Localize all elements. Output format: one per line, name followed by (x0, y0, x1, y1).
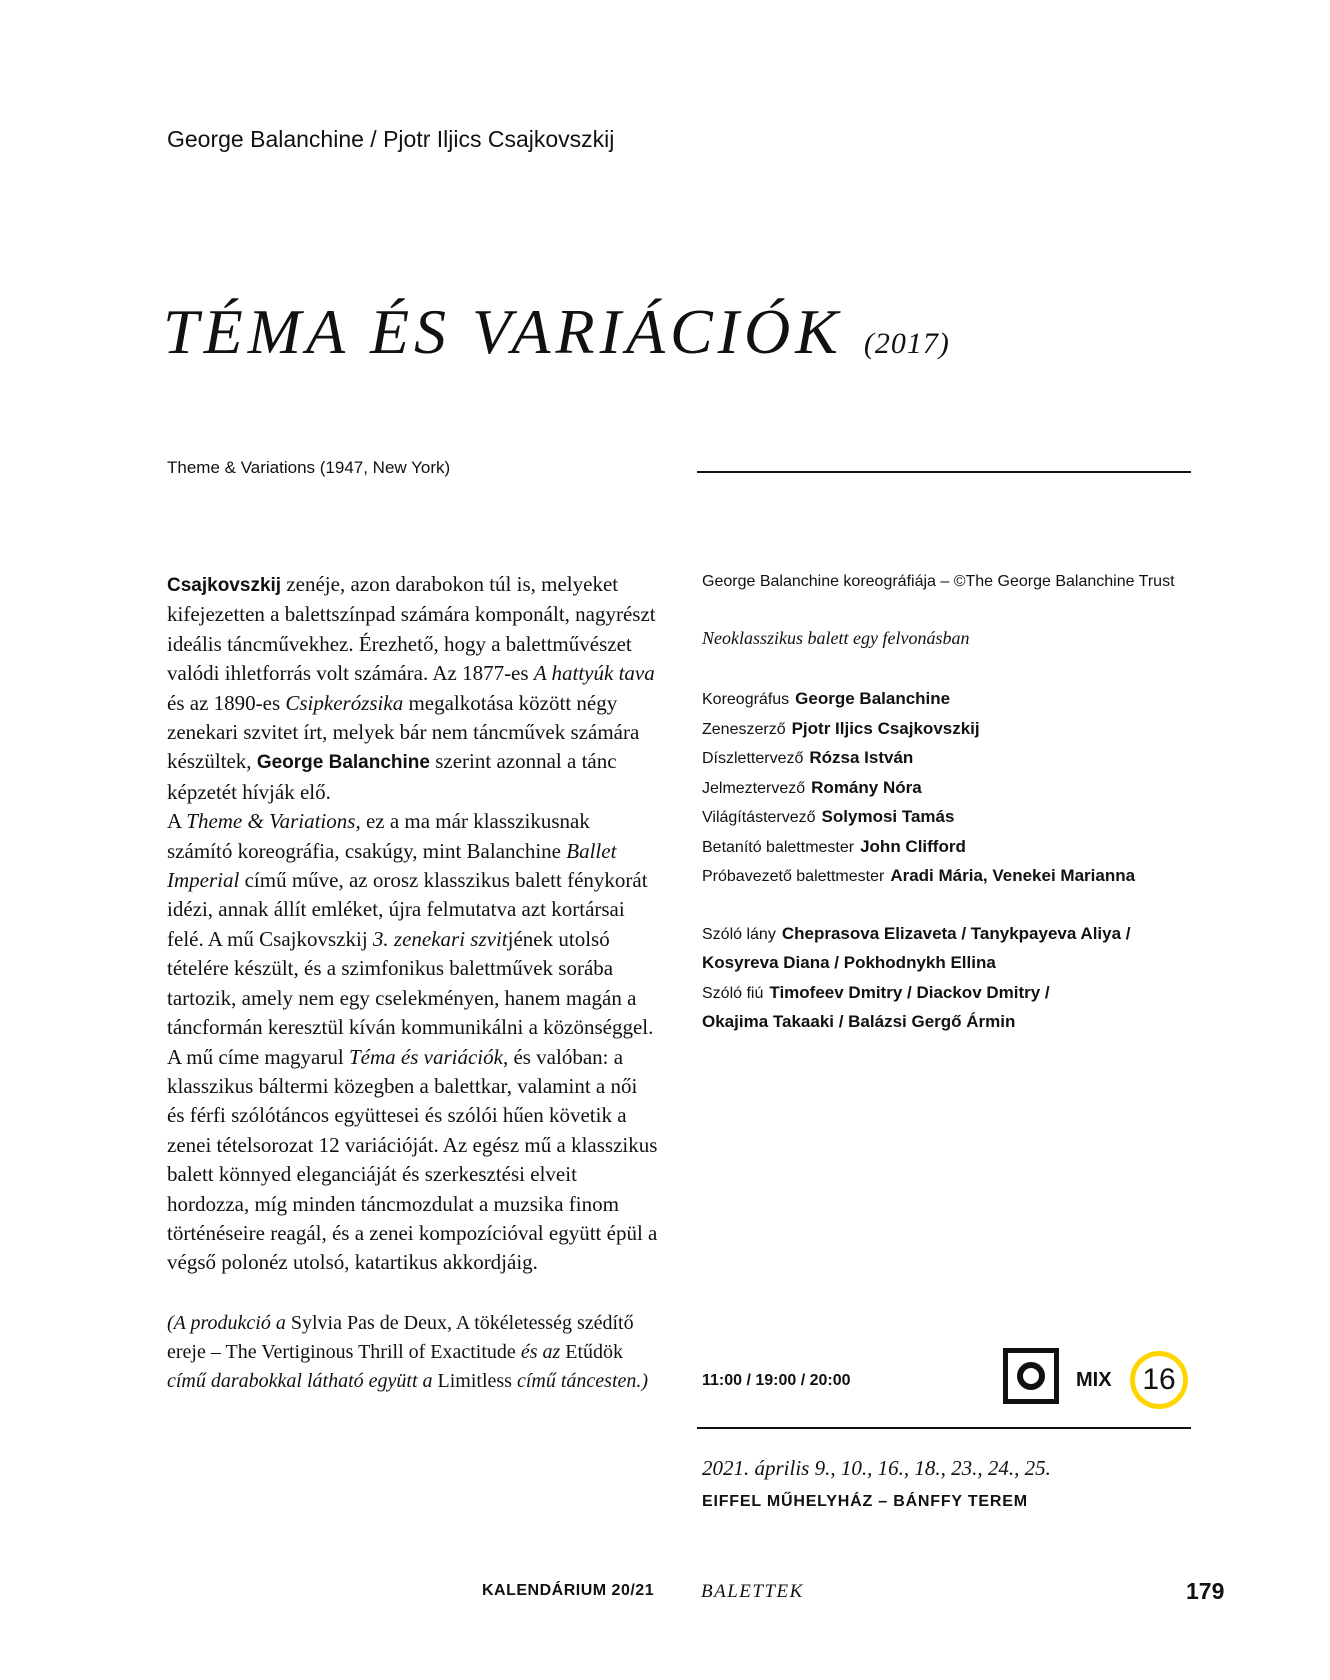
credit-name: Rózsa István (809, 748, 914, 767)
authors-line: George Balanchine / Pjotr Iljics Csajkovszkij (167, 126, 615, 152)
credit-name: Pjotr Iljics Csajkovszkij (791, 718, 980, 738)
credit-row (702, 743, 1182, 773)
cast-names: Cheprasova Elizaveta / Tanykpayeva Aliya / (781, 923, 1131, 943)
original-title: Theme & Variations (1947, New York) (167, 458, 451, 477)
genre-line: Neoklasszikus balett egy felvonásban (702, 628, 970, 648)
mix-label: MIX (1076, 1369, 1112, 1391)
credit-row (702, 832, 1182, 862)
production-note (167, 1309, 659, 1396)
credit-role: Jelmeztervező (702, 779, 806, 797)
work-title: 3. zenekari szvit (372, 926, 508, 951)
note-title: Limitless (437, 1370, 512, 1392)
cast-row: Kosyreva Diana / Pokhodnykh Ellina (702, 953, 996, 972)
showtimes: 11:00 / 19:00 / 20:00 (702, 1372, 851, 1389)
work-title: Csipkerózsika (285, 690, 404, 715)
venue-name: EIFFEL MŰHELYHÁZ – BÁNFFY TEREM (702, 1493, 1028, 1510)
body-text (167, 570, 659, 1278)
credit-row (702, 773, 1182, 803)
text-span: és az 1890-es (167, 690, 286, 715)
work-title: Theme & Variations (186, 809, 356, 834)
work-title: Ballet Imperial (167, 838, 617, 893)
performance-dates: 2021. április 9., 10., 16., 18., 23., 24., 25. (702, 1456, 1051, 1480)
cast-list (702, 919, 1182, 1037)
logo-ring (1017, 1362, 1045, 1390)
credit-role: Világítástervező (702, 809, 816, 826)
text-span: jének utolsó tételére készült, és a szimfonikus balettművek sorába tartozik, amely nem egy cselekményen, hanem magán a táncformán keresztül kíván kommunikálni a közönséggel. A mű címe magyarul (167, 926, 654, 1069)
page-number: 179 (1186, 1578, 1225, 1604)
text-span: zenéje, azon darabokon túl is, melyeket kifejezetten a balettszínpad számára komponált, nagyrészt ideális táncművekhez. Érezhető, hogy a balettművészet valódi ihletforrás volt számára. Az 1877-es (167, 572, 656, 686)
composer-name: Csajkovszkij (167, 575, 282, 596)
paragraph-2 (167, 807, 659, 1278)
note-span: című táncesten.) (511, 1370, 649, 1392)
credit-row (702, 802, 1182, 832)
cast-row (702, 978, 1182, 1008)
credit-name: Solymosi Tamás (821, 807, 955, 826)
cast-row: Okajima Takaaki / Balázsi Gergő Ármin (702, 1012, 1016, 1031)
credits-column (702, 573, 1182, 1037)
title-year: (2017) (863, 327, 950, 360)
credit-role: Koreográfus (702, 691, 790, 708)
note-span: című darabokkal látható együtt a (167, 1370, 438, 1392)
text-span: , ez a ma már klasszikusnak számító koreográfia, csakúgy, mint Balanchine (167, 809, 590, 863)
work-title: A hattyúk tava (533, 661, 655, 686)
choreographer-name: George Balanchine (256, 752, 430, 774)
credit-row (702, 684, 1182, 714)
credits-list (702, 684, 1182, 891)
note-span: (A produkció a (167, 1312, 291, 1334)
cast-row (702, 919, 1182, 949)
note-title: Sylvia Pas de Deux, A tökéletesség szédítő ereje – The Vertiginous Thrill of Exactitude (167, 1312, 634, 1363)
credit-name: Romány Nóra (811, 777, 922, 797)
footer-magazine: KALENDÁRIUM 20/21 (482, 1582, 655, 1599)
credit-role: Próbavezető balettmester (702, 868, 885, 885)
paragraph-1 (167, 570, 659, 807)
text-span: A (167, 809, 187, 834)
top-rule (697, 471, 1191, 473)
credit-role: Zeneszerző (702, 720, 786, 738)
credit-name: John Clifford (860, 836, 966, 856)
credit-role: Díszlettervező (702, 750, 804, 767)
cast-role: Szóló lány (702, 925, 776, 943)
cast-names: Timofeev Dmitry / Diackov Dmitry / (769, 982, 1050, 1002)
credit-row (702, 714, 1182, 744)
age-rating-badge: 16 (1130, 1351, 1188, 1409)
note-span: és az (515, 1341, 566, 1363)
copyright-line: George Balanchine koreográfiája – ©The George Balanchine Trust (702, 573, 1175, 590)
page-title (163, 295, 950, 369)
credit-name: Aradi Mária, Venekei Marianna (890, 866, 1136, 885)
credit-row (702, 861, 1182, 891)
note-title: Etűdök (565, 1341, 624, 1363)
footer-section: BALETTEK (701, 1581, 804, 1602)
title-text: TÉMA ÉS VARIÁCIÓK (163, 296, 843, 367)
text-span: című műve, az orosz klasszikus balett fénykorát idézi, annak állít emléket, újra felmutatva azt kortársai felé. A mű Csajkovszkij (167, 868, 648, 951)
cast-role: Szóló fiú (702, 984, 764, 1002)
credit-name: George Balanchine (795, 689, 951, 708)
venue-logo-icon (1003, 1348, 1059, 1404)
text-span: , és valóban: a klasszikus báltermi közegben a balettkar, valamint a női és férfi szólótáncos együttesei és szólói hűen követik a zenei tételsorozat 12 variációját. Az egész mű a klasszikus balett könnyed eleganciáját és szerkesztési elveit hordozza, míg minden táncmozdulat a muzsika finom történéseire reagál, és a zenei kompozícióval együtt épül a végső polonéz utolsó, katartikus akkordjáig. (167, 1044, 658, 1275)
bottom-rule (697, 1427, 1191, 1429)
work-title: Téma és variációk (348, 1044, 503, 1069)
text-span: szerint azonnal a tánc képzetét hívják elő. (167, 749, 617, 804)
text-span: megalkotása között négy zenekari szvitet írt, melyek bár nem táncművek számára készültek, (167, 690, 640, 774)
credit-role: Betanító balettmester (702, 838, 855, 856)
